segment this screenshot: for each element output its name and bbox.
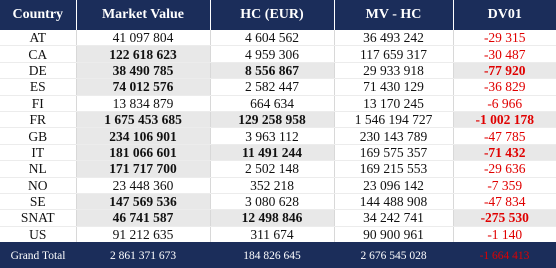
cell-country: ES [0,79,76,95]
cell-country: IT [0,144,76,160]
cell-dv01: -71 432 [453,144,556,160]
header-hc-eur: HC (EUR) [210,0,334,30]
cell-country: NO [0,177,76,193]
cell-hc-eur: 3 080 628 [210,193,334,209]
header-mv-hc: MV - HC [334,0,453,30]
cell-dv01: -1 002 178 [453,111,556,127]
cell-dv01: -275 530 [453,210,556,226]
header-market-value: Market Value [76,0,210,30]
grand-total-dv01: -1 664 413 [453,243,556,268]
cell-hc-eur: 2 582 447 [210,79,334,95]
cell-market-value: 46 741 587 [76,210,210,226]
cell-mv-hc: 144 488 908 [334,193,453,209]
grand-total-mv-hc: 2 676 545 028 [334,243,453,268]
cell-hc-eur: 4 604 562 [210,30,334,46]
cell-country: FI [0,95,76,111]
cell-dv01: -6 966 [453,95,556,111]
cell-mv-hc: 230 143 789 [334,128,453,144]
cell-mv-hc: 90 900 961 [334,226,453,243]
cell-hc-eur: 129 258 958 [210,111,334,127]
cell-country: NL [0,161,76,177]
cell-dv01: -36 829 [453,79,556,95]
cell-market-value: 41 097 804 [76,30,210,46]
cell-country: GB [0,128,76,144]
cell-hc-eur: 2 502 148 [210,161,334,177]
table-row [0,30,556,46]
cell-country: SE [0,193,76,209]
table-row [0,79,556,95]
cell-hc-eur: 311 674 [210,226,334,243]
cell-market-value: 1 675 453 685 [76,111,210,127]
cell-hc-eur: 12 498 846 [210,210,334,226]
cell-dv01: -29 315 [453,30,556,46]
cell-country: CA [0,46,76,62]
cell-market-value: 181 066 601 [76,144,210,160]
table-row [0,128,556,144]
cell-hc-eur: 4 959 306 [210,46,334,62]
cell-mv-hc: 29 933 918 [334,62,453,78]
header-country: Country [0,0,76,30]
grand-total-hc: 184 826 645 [210,243,334,268]
cell-dv01: -47 785 [453,128,556,144]
table-header [0,0,556,30]
cell-country: US [0,226,76,243]
cell-market-value: 122 618 623 [76,46,210,62]
cell-mv-hc: 117 659 317 [334,46,453,62]
cell-mv-hc: 169 575 357 [334,144,453,160]
table-row [0,210,556,226]
cell-market-value: 13 834 879 [76,95,210,111]
cell-mv-hc: 36 493 242 [334,30,453,46]
cell-dv01: -30 487 [453,46,556,62]
cell-country: FR [0,111,76,127]
cell-country: DE [0,62,76,78]
grand-total-label: Grand Total [0,243,76,268]
cell-dv01: -29 636 [453,161,556,177]
table-row [0,144,556,160]
cell-hc-eur: 352 218 [210,177,334,193]
cell-dv01: -47 834 [453,193,556,209]
table-row [0,46,556,62]
cell-mv-hc: 13 170 245 [334,95,453,111]
cell-hc-eur: 664 634 [210,95,334,111]
cell-hc-eur: 8 556 867 [210,62,334,78]
cell-market-value: 147 569 536 [76,193,210,209]
table-row [0,111,556,127]
table-row [0,62,556,78]
cell-market-value: 171 717 700 [76,161,210,177]
table-row [0,193,556,209]
cell-hc-eur: 3 963 112 [210,128,334,144]
cell-market-value: 38 490 785 [76,62,210,78]
cell-mv-hc: 34 242 741 [334,210,453,226]
cell-market-value: 74 012 576 [76,79,210,95]
cell-mv-hc: 23 096 142 [334,177,453,193]
table-row [0,161,556,177]
cell-mv-hc: 169 215 553 [334,161,453,177]
cell-mv-hc: 1 546 194 727 [334,111,453,127]
header-row [0,0,556,30]
cell-country: AT [0,30,76,46]
cell-market-value: 23 448 360 [76,177,210,193]
cell-mv-hc: 71 430 129 [334,79,453,95]
cell-dv01: -7 359 [453,177,556,193]
cell-dv01: -1 140 [453,226,556,243]
header-dv01: DV01 [453,0,556,30]
cell-dv01: -77 920 [453,62,556,78]
cell-market-value: 234 106 901 [76,128,210,144]
table-row [0,177,556,193]
cell-country: SNAT [0,210,76,226]
table-row [0,95,556,111]
grand-total-market-value: 2 861 371 673 [76,243,210,268]
cell-market-value: 91 212 635 [76,226,210,243]
table-row [0,226,556,243]
cell-hc-eur: 11 491 244 [210,144,334,160]
table-body [0,30,556,243]
